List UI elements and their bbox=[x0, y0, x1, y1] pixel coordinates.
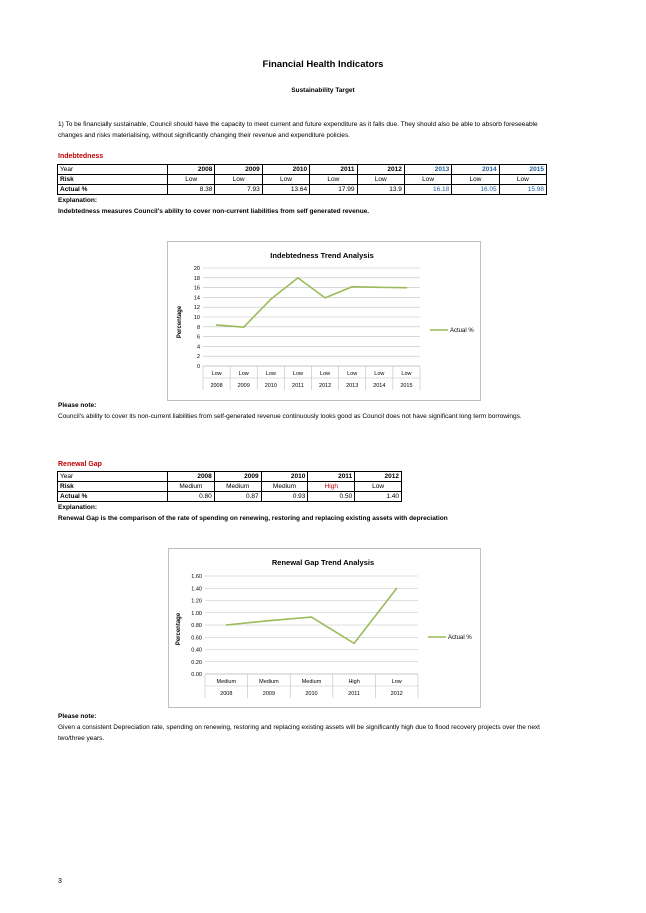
table-row bbox=[58, 175, 547, 185]
risk-cell: Low bbox=[452, 175, 499, 185]
x-tick-label: Medium bbox=[216, 679, 237, 685]
data-point bbox=[270, 298, 272, 300]
row-label: Actual % bbox=[58, 492, 168, 502]
actual-cell: 16.05 bbox=[452, 185, 499, 195]
risk-cell: Medium bbox=[214, 482, 261, 492]
y-tick-label: 1.40 bbox=[191, 586, 202, 593]
data-point bbox=[353, 643, 355, 645]
actual-cell: 8.38 bbox=[168, 185, 215, 195]
actual-cell: 0.50 bbox=[308, 492, 355, 502]
data-point bbox=[216, 324, 218, 326]
x-tick-label: 2011 bbox=[292, 383, 304, 389]
indebtedness-chart-svg bbox=[168, 242, 480, 400]
renewal-chart-svg bbox=[169, 549, 480, 707]
plot-area bbox=[191, 574, 418, 698]
risk-cell: Low bbox=[310, 175, 357, 185]
risk-cell: High bbox=[308, 482, 355, 492]
page-title: Financial Health Indicators bbox=[262, 59, 384, 70]
y-tick-label: 14 bbox=[193, 295, 200, 302]
year-cell: 2014 bbox=[452, 165, 499, 175]
actual-cell: 1.40 bbox=[355, 492, 402, 502]
x-tick-label: High bbox=[348, 679, 360, 685]
risk-cell: Low bbox=[262, 175, 309, 185]
y-axis-label: Percentage bbox=[177, 305, 183, 339]
x-tick-label: Low bbox=[374, 371, 385, 377]
x-tick-label: Low bbox=[292, 371, 303, 377]
table-row bbox=[58, 185, 547, 195]
year-cell: 2015 bbox=[499, 165, 546, 175]
explanation-label: Explanation: bbox=[58, 504, 98, 511]
x-tick-label: 2009 bbox=[262, 691, 276, 697]
x-tick-label: 2013 bbox=[346, 383, 359, 389]
data-point bbox=[311, 616, 313, 618]
actual-cell: 15.98 bbox=[499, 185, 546, 195]
x-tick-label: Medium bbox=[259, 679, 279, 685]
note-label: Please note: bbox=[58, 713, 97, 720]
table-row bbox=[58, 482, 402, 492]
actual-cell: 13.64 bbox=[262, 185, 309, 195]
risk-cell: Low bbox=[215, 175, 262, 185]
year-cell: 2010 bbox=[262, 165, 309, 175]
legend-label: Actual % bbox=[448, 635, 472, 641]
y-tick-label: 0.20 bbox=[191, 659, 202, 666]
x-tick-label: Low bbox=[347, 371, 358, 377]
x-tick-label: Low bbox=[320, 371, 331, 377]
x-tick-label: 2015 bbox=[400, 383, 413, 389]
x-tick-label: 2010 bbox=[305, 691, 318, 697]
y-tick-label: 1.60 bbox=[191, 574, 202, 580]
y-tick-label: 1.20 bbox=[191, 598, 202, 605]
y-tick-label: 6 bbox=[196, 334, 200, 341]
year-cell: 2008 bbox=[168, 472, 215, 482]
year-cell: 2012 bbox=[357, 165, 404, 175]
actual-cell: 16.18 bbox=[404, 185, 451, 195]
x-tick-label: 2012 bbox=[390, 691, 403, 697]
x-tick-label: Medium bbox=[301, 679, 322, 685]
indebtedness-explanation: Indebtedness measures Council's ability to cover non-current liabilities from self generated revenue. bbox=[58, 208, 370, 215]
series-line bbox=[226, 588, 396, 643]
row-label: Year bbox=[58, 472, 168, 482]
year-cell: 2009 bbox=[215, 165, 262, 175]
row-label: Year bbox=[58, 165, 168, 175]
table-row bbox=[58, 165, 547, 175]
y-tick-label: 8 bbox=[196, 324, 200, 331]
x-tick-label: 2008 bbox=[210, 383, 223, 389]
risk-cell: Medium bbox=[261, 482, 308, 492]
x-tick-label: Low bbox=[211, 371, 222, 377]
actual-cell: 0.87 bbox=[214, 492, 261, 502]
indebtedness-note: Council's ability to cover its non-current liabilities from self-generated revenue continuously looks good as Council does not have significant long term borrowings. bbox=[58, 413, 522, 420]
year-cell: 2009 bbox=[214, 472, 261, 482]
risk-cell: Low bbox=[355, 482, 402, 492]
y-tick-label: 12 bbox=[193, 305, 200, 312]
y-tick-label: 4 bbox=[196, 344, 200, 351]
data-point bbox=[396, 587, 398, 589]
y-tick-label: 0.60 bbox=[191, 635, 202, 642]
data-point bbox=[297, 277, 299, 279]
x-tick-label: Low bbox=[401, 371, 412, 377]
renewal-section-title: Renewal Gap bbox=[58, 461, 102, 468]
x-tick-label: 2012 bbox=[318, 383, 332, 389]
actual-cell: 13.9 bbox=[357, 185, 404, 195]
y-tick-label: 16 bbox=[193, 285, 200, 292]
explanation-label: Explanation: bbox=[58, 197, 98, 204]
y-tick-label: 20 bbox=[193, 266, 200, 272]
year-cell: 2011 bbox=[308, 472, 355, 482]
year-cell: 2010 bbox=[261, 472, 308, 482]
indebtedness-chart bbox=[167, 241, 481, 401]
page-subtitle: Sustainability Target bbox=[291, 87, 355, 94]
y-tick-label: 10 bbox=[193, 315, 200, 321]
year-cell: 2013 bbox=[404, 165, 451, 175]
y-tick-label: 0.00 bbox=[191, 672, 202, 678]
legend-label: Actual % bbox=[450, 328, 474, 334]
page-number: 3 bbox=[58, 878, 62, 885]
year-cell: 2011 bbox=[310, 165, 357, 175]
plot-area bbox=[194, 266, 420, 390]
data-point bbox=[243, 326, 245, 328]
actual-cell: 0.93 bbox=[261, 492, 308, 502]
renewal-note: Given a consistent Depreciation rate, spending on renewing, restoring and replacing existing assets will be significantly high due to flood recovery projects over the next two/three years. bbox=[58, 724, 540, 742]
actual-cell: 17.99 bbox=[310, 185, 357, 195]
row-label: Risk bbox=[58, 175, 168, 185]
y-axis-label: Percentage bbox=[176, 612, 182, 646]
risk-cell: Low bbox=[168, 175, 215, 185]
risk-cell: Medium bbox=[168, 482, 215, 492]
y-tick-label: 0.40 bbox=[191, 647, 202, 654]
y-tick-label: 0 bbox=[196, 364, 200, 370]
year-cell: 2012 bbox=[355, 472, 402, 482]
x-tick-label: 2014 bbox=[373, 383, 386, 389]
intro-paragraph: 1) To be financially sustainable, Council should have the capacity to meet current and future expenditure as it falls due. They should also be able to absorb foreseeable changes and risks materialising, without significantly changing their revenue and expenditure policies. bbox=[58, 121, 538, 139]
risk-cell: Low bbox=[357, 175, 404, 185]
actual-cell: 0.80 bbox=[168, 492, 215, 502]
chart-legend bbox=[430, 328, 474, 334]
chart-title: Indebtedness Trend Analysis bbox=[270, 251, 374, 260]
data-point bbox=[324, 297, 326, 299]
table-row bbox=[58, 492, 402, 502]
x-tick-label: 2009 bbox=[237, 383, 250, 389]
x-tick-label: 2010 bbox=[264, 383, 277, 389]
data-point bbox=[379, 287, 381, 289]
risk-cell: Low bbox=[404, 175, 451, 185]
table-row bbox=[58, 472, 402, 482]
indebtedness-table bbox=[57, 164, 547, 195]
x-tick-label: Low bbox=[238, 371, 249, 377]
data-point bbox=[226, 624, 228, 626]
renewal-table bbox=[57, 471, 402, 502]
renewal-chart bbox=[168, 548, 481, 708]
y-tick-label: 0.80 bbox=[191, 623, 202, 629]
row-label: Actual % bbox=[58, 185, 168, 195]
x-tick-label: Low bbox=[265, 371, 276, 377]
year-cell: 2008 bbox=[168, 165, 215, 175]
x-tick-label: 2008 bbox=[220, 691, 233, 697]
series-line bbox=[217, 278, 407, 327]
y-tick-label: 2 bbox=[196, 354, 200, 361]
note-label: Please note: bbox=[58, 402, 97, 409]
x-tick-label: Low bbox=[391, 679, 402, 685]
chart-legend bbox=[428, 635, 472, 641]
row-label: Risk bbox=[58, 482, 168, 492]
x-tick-label: 2011 bbox=[348, 691, 361, 697]
data-point bbox=[268, 620, 270, 622]
y-tick-label: 1.00 bbox=[191, 610, 202, 617]
risk-cell: Low bbox=[499, 175, 546, 185]
renewal-explanation: Renewal Gap is the comparison of the rate of spending on renewing, restoring and replacing existing assets with depreciation bbox=[58, 515, 448, 522]
data-point bbox=[351, 286, 353, 288]
chart-title: Renewal Gap Trend Analysis bbox=[271, 558, 375, 567]
indebtedness-section-title: Indebtedness bbox=[58, 153, 104, 160]
y-tick-label: 18 bbox=[193, 275, 200, 282]
data-point bbox=[406, 287, 408, 289]
actual-cell: 7.93 bbox=[215, 185, 262, 195]
